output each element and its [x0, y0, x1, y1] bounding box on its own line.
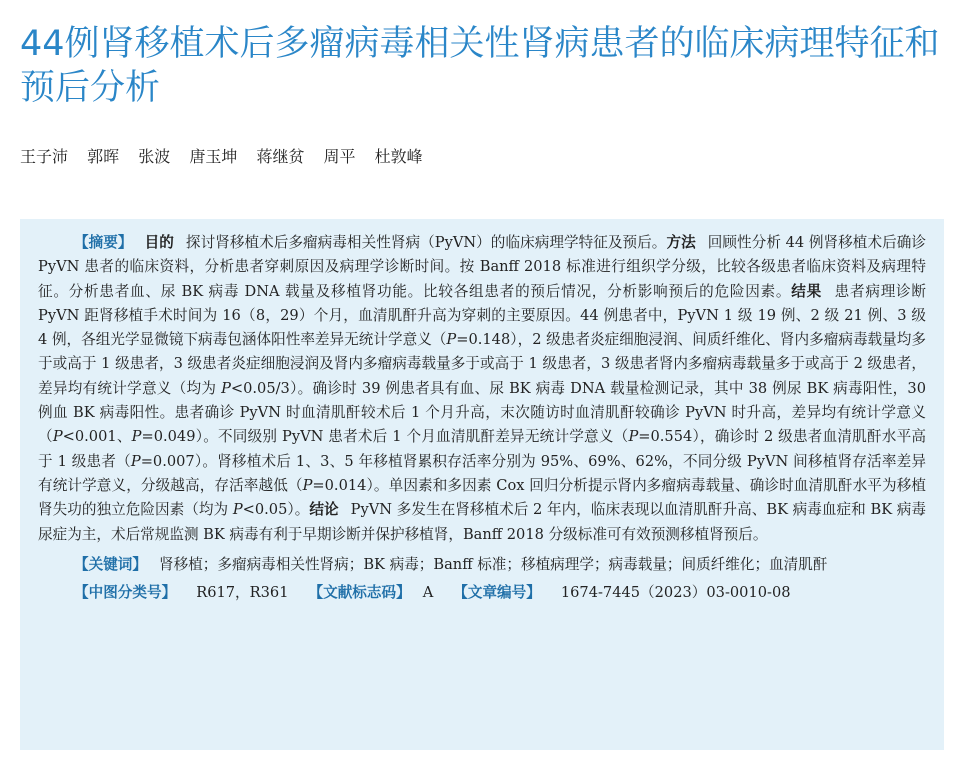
result-text: =0.148），2 级患者炎症细胞浸润、间质纤维化、肾内多瘤病毒载量均多于或高于 1 级患者，3 级患者炎症细胞浸润及肾内多瘤病毒载量多于或高于 1 级患者，3 级患者肾内多瘤病毒载量多于或高于 2 级患者，差异均有统计学意义（均为 [38, 331, 926, 397]
author: 周平 [323, 147, 356, 166]
aim-text: 探讨肾移植术后多瘤病毒相关性肾病（PyVN）的临床病理学特征及预后。 [185, 234, 667, 251]
abstract-box [20, 219, 944, 750]
result-text: =0.014）。单因素和多因素 Cox 回归分析提示肾内多瘤病毒载量、确诊时血清肌酐水平为移植肾失功的独立危险因素（均为 [38, 476, 926, 519]
p-symbol: P [628, 428, 639, 446]
abstract-paragraph: 【摘要】 目的 探讨肾移植术后多瘤病毒相关性肾病（PyVN）的临床病理学特征及预后。方法 回顾性分析 44 例肾移植术后确诊 PyVN 患者的临床资料，分析患者穿刺原因及病理学诊断时间。按 Banff 2018 标准进行组织学分级，比较各级患者临床资料及病理特征。分析患者血、尿 BK 病毒 DNA 载量及移植肾功能。比较各组患者的预后情况，分析影响预后的危险因素。结果 患者病理诊断 PyVN 距肾移植手术时间为 16（8，29）个月，血清肌酐升高为穿刺的主要原因。44 例患者中，PyVN 1 级 19 例、2 级 21 例、3 级 4 例，各组光学显微镜下病毒包涵体阳性率差异无统计学意义（P=0.148），2 级患者炎症细胞浸润、间质纤维化、肾内多瘤病毒载量均多于或高于 1 级患者，3 级患者炎症细胞浸润及肾内多瘤病毒载量多于或高于 1 级患者，3 级患者肾内多瘤病毒载量多于或高于 2 级患者，差异均有统计学意义（均为 P<0.05/3）。确诊时 39 例患者具有血、尿 BK 病毒 DNA 载量检测记录，其中 38 例尿 BK 病毒阳性，30 例血 BK 病毒阳性。患者确诊 PyVN 时血清肌酐较术后 1 个月升高，末次随访时血清肌酐较确诊 PyVN 时升高，差异均有统计学意义（P<0.001、P=0.049）。不同级别 PyVN 患者术后 1 个月血清肌酐差异无统计学意义（P=0.554），确诊时 2 级患者血清肌酐水平高于 1 级患者（P=0.007）。肾移植术后 1、3、5 年移植肾累积存活率分别为 95%、69%、62%，不同分级 PyVN 间移植肾存活率差异有统计学意义，分级越高，存活率越低（P=0.014）。单因素和多因素 Cox 回归分析提示肾内多瘤病毒载量、确诊时血清肌酐水平为移植肾失功的独立危险因素（均为 P<0.05）。结论 PyVN 多发生在肾移植术后 2 年内，临床表现以血清肌酐升高、BK 病毒血症和 BK 病毒尿症为主，术后常规监测 BK 病毒有利于早期诊断并保护移植肾，Banff 2018 分级标准可有效预测移植肾预后。 [38, 234, 926, 543]
result-text: <0.001、 [62, 428, 132, 446]
p-symbol: P [221, 379, 231, 397]
keywords-text: 肾移植；多瘤病毒相关性肾病；BK 病毒；Banff 标准；移植病理学；病毒载量；间质纤维化；血清肌酐 [159, 555, 828, 573]
abstract-label: 摘要 [88, 234, 118, 251]
doc-code-value: A [422, 584, 434, 602]
conclusion-text: PyVN 多发生在肾移植术后 2 年内，临床表现以血清肌酐升高、BK 病毒血症和 BK 病毒尿症为主，术后常规监测 BK 病毒有利于早期诊断并保护移植肾，Banff 2018 分级标准可有效预测移植肾预后。 [38, 501, 926, 543]
method-text: 回顾性分析 44 例肾移植术后确诊 PyVN 患者的临床资料，分析患者穿刺原因及病理学诊断时间。按 Banff 2018 标准进行组织学分级，比较各级患者临床资料及病理特征。分析患者血、尿 BK 病毒 DNA 载量及移植肾功能。比较各组患者的预后情况，分析影响预后的危险因素。 [38, 234, 926, 300]
keywords-paragraph: 【关键词】 肾移植；多瘤病毒相关性肾病；BK 病毒；Banff 标准；移植病理学；病毒载量；间质纤维化；血清肌酐 [74, 555, 828, 573]
classification-paragraph: 【中图分类号】 R617，R361 【文献标志码】 A 【文章编号】 1674-7445（2023）03-0010-08 [74, 584, 791, 602]
author: 杜敦峰 [374, 147, 423, 166]
p-symbol: P [302, 476, 313, 494]
article-no-value: 1674-7445（2023）03-0010-08 [560, 584, 791, 602]
p-symbol: P [130, 452, 141, 470]
p-symbol: P [232, 501, 243, 519]
author-list [20, 146, 437, 168]
doc-code-label: 文献标志码 [323, 584, 397, 602]
result-text: =0.554），确诊时 2 级患者血清肌酐水平高于 1 级患者（ [38, 428, 926, 470]
result-text: =0.049）。不同级别 PyVN 患者术后 1 个月血清肌酐差异无统计学意义（ [141, 428, 629, 446]
author: 蒋继贫 [256, 147, 305, 166]
author: 唐玉坤 [189, 147, 238, 166]
p-symbol: P [52, 428, 63, 446]
author: 张波 [138, 147, 171, 166]
result-text: <0.05/3）。确诊时 39 例患者具有血、尿 BK 病毒 DNA 载量检测记录，其中 38 例尿 BK 病毒阳性，30 例血 BK 病毒阳性。患者确诊 PyVN 时血清肌酐较术后 1 个月升高，末次随访时血清肌酐较确诊 PyVN 时升高，差异均有统计学意义（ [38, 379, 926, 446]
article-title: 44例肾移植术后多瘤病毒相关性肾病患者的临床病理特征和预后分析 [20, 24, 940, 108]
result-label: 结果 [791, 282, 822, 300]
clc-label: 中图分类号 [88, 584, 162, 602]
p-symbol: P [131, 428, 142, 446]
aim-label: 目的 [144, 234, 174, 251]
conclusion-label: 结论 [309, 501, 339, 519]
result-text: <0.05）。 [242, 501, 310, 519]
method-label: 方法 [666, 234, 696, 251]
keywords-label: 关键词 [88, 555, 133, 573]
result-text: 患者病理诊断 PyVN 距肾移植手术时间为 16（8，29）个月，血清肌酐升高为穿刺的主要原因。44 例患者中，PyVN 1 级 19 例、2 级 21 例、3 级 4 例，各组光学显微镜下病毒包涵体阳性率差异无统计学意义（ [38, 282, 926, 349]
result-text: =0.007）。肾移植术后 1、3、5 年移植肾累积存活率分别为 95%、69%、62%，不同分级 PyVN 间移植肾存活率差异有统计学意义，分级越高，存活率越低（ [38, 452, 926, 494]
article-no-label: 文章编号 [467, 584, 527, 602]
author: 王子沛 [20, 147, 69, 166]
clc-value: R617，R361 [196, 584, 289, 602]
author: 郭晖 [87, 147, 120, 166]
p-symbol: P [446, 331, 457, 349]
